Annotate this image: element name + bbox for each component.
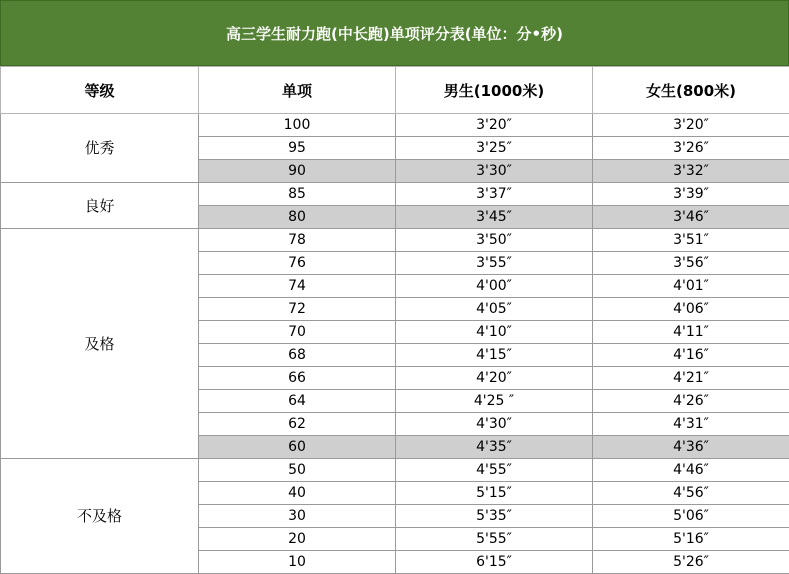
male-cell: 4'15″ [396, 344, 593, 367]
table-row [1, 229, 789, 252]
score-cell: 70 [199, 321, 396, 344]
score-cell: 80 [199, 206, 396, 229]
female-cell: 4'16″ [593, 344, 789, 367]
female-cell: 5'16″ [593, 528, 789, 551]
male-cell: 5'15″ [396, 482, 593, 505]
male-cell: 3'50″ [396, 229, 593, 252]
male-cell: 3'45″ [396, 206, 593, 229]
score-cell: 60 [199, 436, 396, 459]
male-cell: 3'20″ [396, 114, 593, 137]
score-cell: 72 [199, 298, 396, 321]
score-cell: 74 [199, 275, 396, 298]
score-cell: 64 [199, 390, 396, 413]
female-cell: 3'46″ [593, 206, 789, 229]
female-cell: 3'51″ [593, 229, 789, 252]
male-cell: 3'25″ [396, 137, 593, 160]
score-table [0, 66, 789, 574]
score-cell: 30 [199, 505, 396, 528]
male-cell: 4'55″ [396, 459, 593, 482]
header-row [1, 67, 789, 114]
grade-cell: 良好 [1, 183, 199, 229]
grade-cell: 及格 [1, 229, 199, 459]
female-cell: 4'36″ [593, 436, 789, 459]
male-cell: 3'55″ [396, 252, 593, 275]
score-cell: 68 [199, 344, 396, 367]
male-cell: 3'30″ [396, 160, 593, 183]
score-cell: 20 [199, 528, 396, 551]
male-cell: 6'15″ [396, 551, 593, 574]
male-cell: 3'37″ [396, 183, 593, 206]
score-cell: 78 [199, 229, 396, 252]
male-cell: 5'35″ [396, 505, 593, 528]
header-grade: 等级 [1, 67, 199, 114]
female-cell: 3'26″ [593, 137, 789, 160]
score-cell: 95 [199, 137, 396, 160]
female-cell: 5'26″ [593, 551, 789, 574]
female-cell: 3'32″ [593, 160, 789, 183]
score-cell: 66 [199, 367, 396, 390]
table-title: 高三学生耐力跑(中长跑)单项评分表(单位：分•秒) [0, 0, 789, 66]
score-cell: 10 [199, 551, 396, 574]
female-cell: 3'39″ [593, 183, 789, 206]
score-cell: 62 [199, 413, 396, 436]
female-cell: 4'01″ [593, 275, 789, 298]
score-cell: 40 [199, 482, 396, 505]
score-cell: 76 [199, 252, 396, 275]
male-cell: 4'25 ″ [396, 390, 593, 413]
score-cell: 85 [199, 183, 396, 206]
table-row [1, 114, 789, 137]
header-male: 男生(1000米) [396, 67, 593, 114]
grade-cell: 不及格 [1, 459, 199, 574]
male-cell: 4'00″ [396, 275, 593, 298]
male-cell: 4'10″ [396, 321, 593, 344]
score-table-body [1, 114, 789, 574]
female-cell: 4'21″ [593, 367, 789, 390]
female-cell: 4'46″ [593, 459, 789, 482]
male-cell: 4'20″ [396, 367, 593, 390]
male-cell: 5'55″ [396, 528, 593, 551]
female-cell: 4'11″ [593, 321, 789, 344]
table-row [1, 183, 789, 206]
male-cell: 4'35″ [396, 436, 593, 459]
grade-cell: 优秀 [1, 114, 199, 183]
score-cell: 100 [199, 114, 396, 137]
female-cell: 3'56″ [593, 252, 789, 275]
header-female: 女生(800米) [593, 67, 789, 114]
male-cell: 4'30″ [396, 413, 593, 436]
score-cell: 90 [199, 160, 396, 183]
table-row [1, 459, 789, 482]
female-cell: 3'20″ [593, 114, 789, 137]
female-cell: 4'31″ [593, 413, 789, 436]
female-cell: 4'26″ [593, 390, 789, 413]
female-cell: 4'56″ [593, 482, 789, 505]
female-cell: 4'06″ [593, 298, 789, 321]
header-score: 单项 [199, 67, 396, 114]
female-cell: 5'06″ [593, 505, 789, 528]
score-cell: 50 [199, 459, 396, 482]
male-cell: 4'05″ [396, 298, 593, 321]
